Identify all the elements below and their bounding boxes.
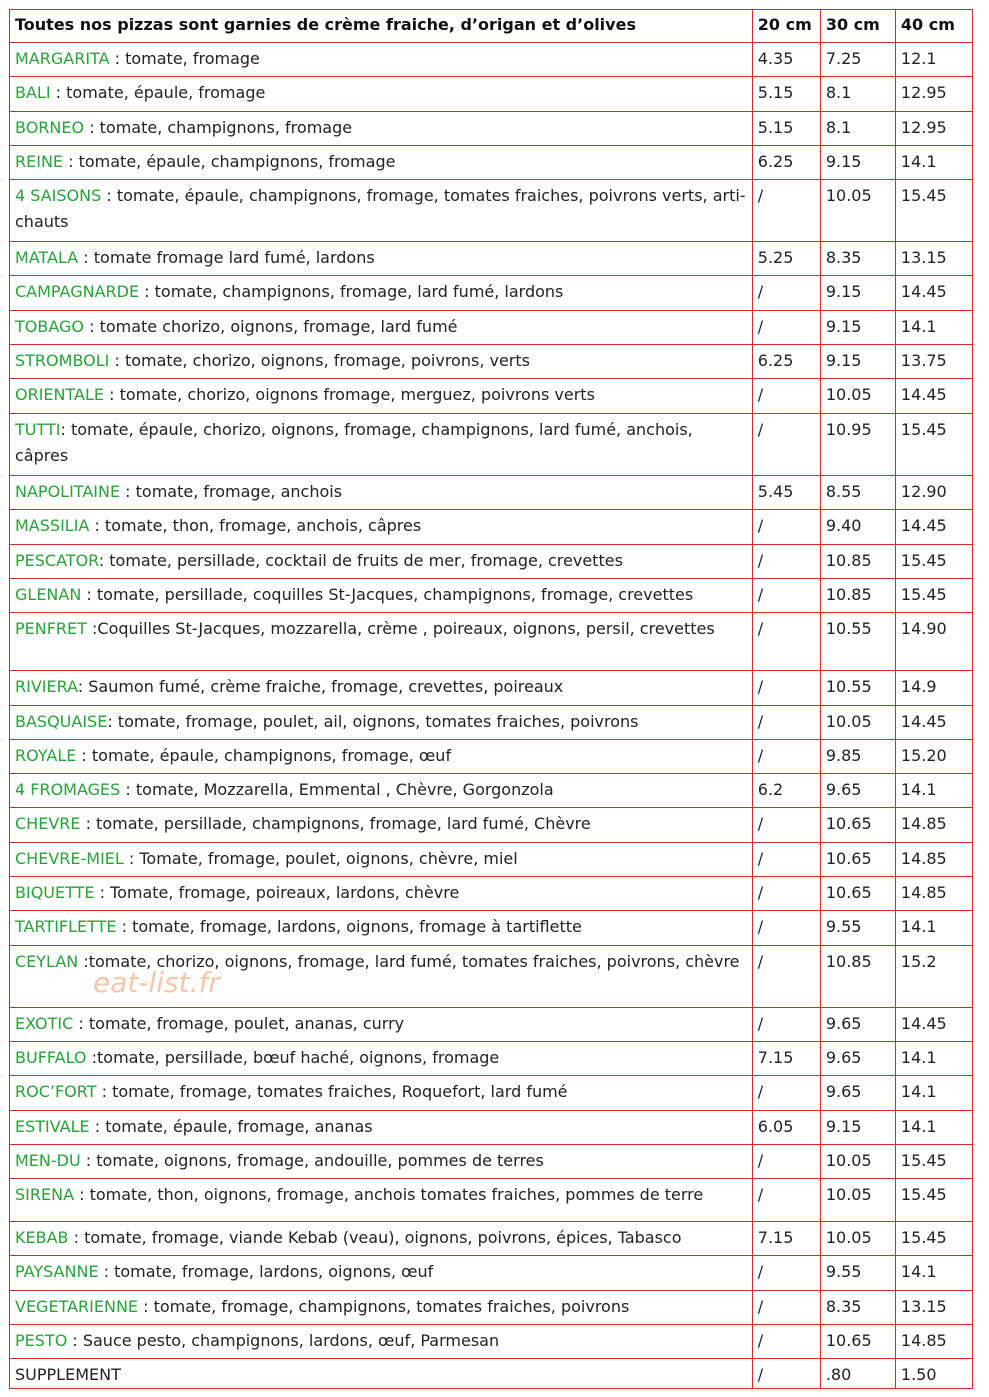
price-20cm: /: [752, 843, 820, 877]
pizza-ingredients: tomate, fromage: [125, 49, 260, 68]
table-row: [10, 843, 973, 877]
price-40cm: 15.2: [895, 946, 972, 1008]
price-20cm: /: [752, 276, 820, 311]
separator: :: [86, 1048, 97, 1067]
table-row: [10, 774, 973, 808]
pizza-ingredients: tomate, fromage, poulet, ananas, curry: [88, 1014, 405, 1033]
price-30cm: 9.65: [820, 1042, 895, 1076]
pizza-ingredients: tomate, fromage, champignons, tomates fraiches, poivrons: [153, 1297, 630, 1316]
price-30cm: 10.95: [820, 414, 895, 476]
price-40cm: 14.1: [895, 146, 972, 180]
pizza-ingredients: Tomate, fromage, poireaux, lardons, chèvre: [110, 883, 460, 902]
pizza-name: TARTIFLETTE: [15, 917, 117, 936]
price-30cm: 10.65: [820, 1325, 895, 1359]
pizza-name: PESCATOR: [15, 551, 99, 570]
pizza-ingredients: tomate, fromage, tomates fraiches, Roquefort, lard fumé: [112, 1082, 568, 1101]
price-20cm: /: [752, 510, 820, 545]
pizza-name: GLENAN: [15, 585, 82, 604]
size-40-header: 40 cm: [895, 10, 972, 43]
price-30cm: 9.85: [820, 740, 895, 774]
header-row: [10, 10, 973, 43]
price-30cm: 10.85: [820, 579, 895, 613]
price-40cm: 15.20: [895, 740, 972, 774]
separator: :: [109, 49, 126, 68]
pizza-description-cell: [10, 1222, 753, 1256]
table-row: [10, 276, 973, 311]
table-row: [10, 1291, 973, 1325]
price-20cm: /: [752, 1256, 820, 1291]
pizza-ingredients: Saumon fumé, crème fraiche, fromage, crevettes, poireaux: [88, 677, 564, 696]
pizza-ingredients: tomate, épaule, fromage: [66, 83, 266, 102]
price-20cm: /: [752, 671, 820, 706]
pizza-description-cell: [10, 843, 753, 877]
pizza-name: MEN-DU: [15, 1151, 81, 1170]
pizza-menu-table: [9, 9, 973, 1389]
price-20cm: /: [752, 1325, 820, 1359]
price-30cm: 9.65: [820, 1008, 895, 1042]
pizza-ingredients: tomate, champignons, fromage: [99, 118, 353, 137]
pizza-ingredients: tomate, Mozzarella, Emmental , Chèvre, Gorgonzola: [135, 780, 554, 799]
table-row: [10, 311, 973, 345]
table-row: [10, 180, 973, 242]
price-40cm: 14.85: [895, 877, 972, 911]
pizza-description-cell: [10, 379, 753, 414]
table-row: [10, 706, 973, 740]
price-40cm: 14.9: [895, 671, 972, 706]
price-20cm: /: [752, 545, 820, 579]
pizza-description-cell: [10, 112, 753, 146]
pizza-name: SIRENA: [15, 1185, 75, 1204]
table-row: [10, 476, 973, 510]
price-40cm: 12.95: [895, 112, 972, 146]
pizza-ingredients: tomate, thon, oignons, fromage, anchois tomates fraiches, pommes de terre: [89, 1185, 704, 1204]
separator: :: [139, 282, 155, 301]
separator: :: [80, 814, 97, 833]
price-30cm: 8.55: [820, 476, 895, 510]
pizza-ingredients: tomate, thon, fromage, anchois, câpres: [104, 516, 422, 535]
price-40cm: 14.85: [895, 843, 972, 877]
table-row: [10, 345, 973, 379]
price-30cm: 9.55: [820, 911, 895, 946]
pizza-description-cell: [10, 1179, 753, 1222]
table-row: [10, 43, 973, 77]
pizza-description-cell: [10, 1042, 753, 1076]
price-40cm: 14.45: [895, 276, 972, 311]
price-30cm: 10.65: [820, 843, 895, 877]
table-row: [10, 1111, 973, 1145]
pizza-name: BALI: [15, 83, 51, 102]
price-40cm: 14.90: [895, 613, 972, 671]
price-30cm: 8.1: [820, 112, 895, 146]
price-30cm: 10.05: [820, 1179, 895, 1222]
price-20cm: /: [752, 414, 820, 476]
price-20cm: /: [752, 1291, 820, 1325]
separator: :: [77, 677, 89, 696]
price-30cm: 10.55: [820, 671, 895, 706]
pizza-description-cell: [10, 946, 753, 1008]
table-row: [10, 1076, 973, 1111]
price-30cm: 9.15: [820, 345, 895, 379]
pizza-name: BORNEO: [15, 118, 85, 137]
price-20cm: /: [752, 808, 820, 843]
price-30cm: 10.65: [820, 877, 895, 911]
pizza-ingredients: tomate, persillade, coquilles St-Jacques, champignons, fromage, crevettes: [96, 585, 694, 604]
price-40cm: 12.90: [895, 476, 972, 510]
price-40cm: 15.45: [895, 545, 972, 579]
table-row: [10, 112, 973, 146]
pizza-ingredients: tomate, chorizo, oignons fromage, merguez, poivrons verts: [119, 385, 595, 404]
pizza-description-cell: [10, 1256, 753, 1291]
price-20cm: 5.15: [752, 112, 820, 146]
table-row: [10, 1145, 973, 1179]
pizza-description-cell: [10, 1325, 753, 1359]
separator: :: [84, 118, 100, 137]
price-30cm: 9.15: [820, 146, 895, 180]
price-40cm: 14.1: [895, 1256, 972, 1291]
pizza-ingredients: tomate, épaule, champignons, fromage: [78, 152, 396, 171]
pizza-ingredients: tomate, persillade, bœuf haché, oignons, fromage: [97, 1048, 500, 1067]
price-30cm: 8.35: [820, 1291, 895, 1325]
separator: :: [104, 385, 120, 404]
table-row: [10, 946, 973, 1008]
pizza-ingredients: tomate, oignons, fromage, andouille, pommes de terres: [96, 1151, 544, 1170]
pizza-name: ROYALE: [15, 746, 77, 765]
price-40cm: 14.1: [895, 311, 972, 345]
table-row: [10, 1256, 973, 1291]
separator: :: [89, 516, 105, 535]
price-20cm: /: [752, 1179, 820, 1222]
price-40cm: 15.45: [895, 1222, 972, 1256]
pizza-ingredients: Sauce pesto, champignons, lardons, œuf, Parmesan: [82, 1331, 500, 1350]
pizza-description-cell: [10, 545, 753, 579]
pizza-description-cell: [10, 774, 753, 808]
table-row: [10, 671, 973, 706]
table-row: [10, 808, 973, 843]
price-40cm: 13.75: [895, 345, 972, 379]
price-40cm: 12.95: [895, 77, 972, 112]
separator: :: [98, 551, 110, 570]
pizza-name: TUTTI: [15, 420, 61, 439]
price-20cm: /: [752, 1008, 820, 1042]
pizza-description-cell: [10, 242, 753, 276]
pizza-name: MASSILIA: [15, 516, 90, 535]
pizza-name: CHEVRE: [15, 814, 81, 833]
pizza-description-cell: [10, 613, 753, 671]
pizza-name: CAMPAGNARDE: [15, 282, 140, 301]
pizza-description-cell: [10, 77, 753, 112]
table-row: [10, 1325, 973, 1359]
price-30cm: 9.15: [820, 1111, 895, 1145]
price-20cm: /: [752, 706, 820, 740]
supplement-label: SUPPLEMENT: [10, 1359, 753, 1389]
supplement-price-40: 1.50: [895, 1359, 972, 1389]
separator: :: [96, 1082, 113, 1101]
pizza-description-cell: [10, 180, 753, 242]
pizza-description-cell: [10, 579, 753, 613]
separator: :: [89, 1117, 106, 1136]
pizza-ingredients: tomate, fromage, lardons, oignons, fromage à tartiflette: [132, 917, 582, 936]
separator: :: [68, 1228, 85, 1247]
pizza-name: STROMBOLI: [15, 351, 110, 370]
price-20cm: 5.15: [752, 77, 820, 112]
price-40cm: 15.45: [895, 180, 972, 242]
table-row: [10, 414, 973, 476]
pizza-description-cell: [10, 276, 753, 311]
price-40cm: 14.45: [895, 1008, 972, 1042]
table-row: [10, 579, 973, 613]
pizza-description-cell: [10, 510, 753, 545]
pizza-name: VEGETARIENNE: [15, 1297, 139, 1316]
table-row: [10, 77, 973, 112]
price-40cm: 14.1: [895, 1042, 972, 1076]
pizza-name: REINE: [15, 152, 64, 171]
separator: :: [101, 186, 117, 205]
pizza-name: MATALA: [15, 248, 79, 267]
pizza-description-cell: [10, 1008, 753, 1042]
pizza-name: ROC’FORT: [15, 1082, 97, 1101]
table-row: [10, 877, 973, 911]
pizza-name: MARGARITA: [15, 49, 110, 68]
price-20cm: /: [752, 946, 820, 1008]
pizza-name: 4 FROMAGES: [15, 780, 121, 799]
price-20cm: /: [752, 877, 820, 911]
pizza-name: PENFRET: [15, 619, 87, 638]
pizza-description-cell: [10, 740, 753, 774]
price-30cm: 8.1: [820, 77, 895, 112]
pizza-name: BUFFALO: [15, 1048, 87, 1067]
price-30cm: 10.05: [820, 379, 895, 414]
price-40cm: 13.15: [895, 242, 972, 276]
price-30cm: 10.85: [820, 946, 895, 1008]
table-row: [10, 911, 973, 946]
price-30cm: 10.55: [820, 613, 895, 671]
separator: :: [84, 317, 100, 336]
table-row: [10, 613, 973, 671]
price-30cm: 10.05: [820, 180, 895, 242]
price-20cm: /: [752, 1145, 820, 1179]
pizza-description-cell: [10, 146, 753, 180]
separator: :: [86, 619, 98, 638]
price-30cm: 9.40: [820, 510, 895, 545]
pizza-name: ORIENTALE: [15, 385, 105, 404]
price-30cm: 9.15: [820, 276, 895, 311]
pizza-ingredients: tomate, fromage, lardons, oignons, œuf: [114, 1262, 434, 1281]
pizza-ingredients: tomate, champignons, fromage, lard fumé, lardons: [154, 282, 564, 301]
pizza-ingredients: tomate, épaule, fromage, ananas: [105, 1117, 373, 1136]
separator: :: [123, 849, 140, 868]
price-20cm: /: [752, 311, 820, 345]
separator: :: [67, 1331, 83, 1350]
pizza-ingredients: Coquilles St-Jacques, mozzarella, crème , poireaux, oignons, persil, crevettes: [97, 619, 715, 638]
pizza-description-cell: [10, 1145, 753, 1179]
pizza-name: PAYSANNE: [15, 1262, 99, 1281]
price-20cm: 5.25: [752, 242, 820, 276]
price-40cm: 14.85: [895, 1325, 972, 1359]
price-30cm: 10.65: [820, 808, 895, 843]
pizza-description-cell: [10, 43, 753, 77]
pizza-description-cell: [10, 311, 753, 345]
price-40cm: 14.45: [895, 510, 972, 545]
pizza-description-cell: [10, 476, 753, 510]
price-40cm: 12.1: [895, 43, 972, 77]
price-30cm: 10.05: [820, 1222, 895, 1256]
price-20cm: 6.25: [752, 146, 820, 180]
price-20cm: 6.25: [752, 345, 820, 379]
price-40cm: 14.1: [895, 911, 972, 946]
pizza-name: KEBAB: [15, 1228, 69, 1247]
price-40cm: 15.45: [895, 1145, 972, 1179]
pizza-name: TOBAGO: [15, 317, 84, 336]
separator: :: [138, 1297, 154, 1316]
table-row: [10, 545, 973, 579]
separator: :: [50, 83, 67, 102]
price-20cm: /: [752, 613, 820, 671]
pizza-ingredients: tomate, chorizo, oignons, fromage, poivrons, verts: [124, 351, 530, 370]
price-40cm: 14.85: [895, 808, 972, 843]
separator: :: [98, 1262, 115, 1281]
price-20cm: /: [752, 1076, 820, 1111]
pizza-description-cell: [10, 414, 753, 476]
supplement-price-20: /: [752, 1359, 820, 1389]
pizza-description-cell: [10, 911, 753, 946]
pizza-name: ESTIVALE: [15, 1117, 90, 1136]
pizza-ingredients: tomate fromage lard fumé, lardons: [93, 248, 375, 267]
table-row: [10, 1042, 973, 1076]
price-30cm: 9.65: [820, 1076, 895, 1111]
price-40cm: 14.1: [895, 774, 972, 808]
pizza-ingredients: tomate, épaule, champignons, fromage, tomates fraiches, poivrons verts, arti-chauts: [15, 186, 746, 231]
table-row: [10, 242, 973, 276]
price-20cm: /: [752, 379, 820, 414]
separator: :: [78, 248, 94, 267]
pizza-ingredients: tomate, épaule, champignons, fromage, œuf: [91, 746, 452, 765]
price-20cm: /: [752, 180, 820, 242]
price-20cm: 7.15: [752, 1042, 820, 1076]
price-40cm: 14.1: [895, 1111, 972, 1145]
size-30-header: 30 cm: [820, 10, 895, 43]
price-40cm: 15.45: [895, 414, 972, 476]
price-20cm: /: [752, 579, 820, 613]
table-row: [10, 510, 973, 545]
separator: :: [76, 746, 92, 765]
table-row: [10, 1222, 973, 1256]
separator: :: [63, 152, 79, 171]
price-20cm: 6.05: [752, 1111, 820, 1145]
pizza-ingredients: tomate, persillade, cocktail de fruits de mer, fromage, crevettes: [109, 551, 623, 570]
separator: :: [109, 351, 125, 370]
price-30cm: 7.25: [820, 43, 895, 77]
supplement-row: [10, 1359, 973, 1389]
price-20cm: /: [752, 911, 820, 946]
pizza-name: NAPOLITAINE: [15, 482, 121, 501]
separator: :: [107, 712, 118, 731]
pizza-name: RIVIERA: [15, 677, 78, 696]
price-30cm: 10.05: [820, 1145, 895, 1179]
price-30cm: 9.15: [820, 311, 895, 345]
price-30cm: 9.65: [820, 774, 895, 808]
price-40cm: 15.45: [895, 1179, 972, 1222]
pizza-ingredients: tomate, fromage, viande Kebab (veau), oignons, poivrons, épices, Tabasco: [84, 1228, 682, 1247]
pizza-ingredients: tomate, chorizo, oignons, fromage, lard fumé, tomates fraiches, poivrons, chèvre: [88, 952, 740, 971]
supplement-price-30: .80: [820, 1359, 895, 1389]
pizza-ingredients: Tomate, fromage, poulet, oignons, chèvre, miel: [139, 849, 518, 868]
price-40cm: 14.45: [895, 379, 972, 414]
price-20cm: 4.35: [752, 43, 820, 77]
separator: :: [120, 780, 136, 799]
separator: :: [78, 952, 89, 971]
pizza-name: BASQUAISE: [15, 712, 108, 731]
pizza-name: BIQUETTE: [15, 883, 95, 902]
price-20cm: 7.15: [752, 1222, 820, 1256]
price-30cm: 10.05: [820, 706, 895, 740]
price-30cm: 10.85: [820, 545, 895, 579]
table-row: [10, 1008, 973, 1042]
pizza-description-cell: [10, 877, 753, 911]
table-row: [10, 146, 973, 180]
pizza-description-cell: [10, 671, 753, 706]
size-20-header: 20 cm: [752, 10, 820, 43]
price-20cm: 5.45: [752, 476, 820, 510]
menu-title: Toutes nos pizzas sont garnies de crème fraiche, d’origan et d’olives: [10, 10, 753, 43]
price-30cm: 9.55: [820, 1256, 895, 1291]
price-40cm: 14.1: [895, 1076, 972, 1111]
pizza-description-cell: [10, 1076, 753, 1111]
price-40cm: 15.45: [895, 579, 972, 613]
pizza-name: CHEVRE-MIEL: [15, 849, 124, 868]
pizza-description-cell: [10, 345, 753, 379]
watermark: eat-list.fr: [93, 966, 220, 999]
pizza-list: [10, 43, 973, 1359]
separator: :: [116, 917, 133, 936]
pizza-name: EXOTIC: [15, 1014, 74, 1033]
table-row: [10, 1179, 973, 1222]
price-40cm: 13.15: [895, 1291, 972, 1325]
price-40cm: 14.45: [895, 706, 972, 740]
separator: :: [81, 585, 97, 604]
separator: :: [120, 482, 136, 501]
separator: :: [94, 883, 111, 902]
pizza-name: 4 SAISONS: [15, 186, 102, 205]
table-row: [10, 740, 973, 774]
separator: :: [80, 1151, 97, 1170]
pizza-ingredients: tomate chorizo, oignons, fromage, lard fumé: [99, 317, 458, 336]
price-20cm: 6.2: [752, 774, 820, 808]
pizza-ingredients: tomate, fromage, poulet, ail, oignons, tomates fraiches, poivrons: [117, 712, 639, 731]
pizza-description-cell: [10, 808, 753, 843]
price-20cm: /: [752, 740, 820, 774]
separator: :: [74, 1185, 90, 1204]
separator: :: [60, 420, 71, 439]
separator: :: [73, 1014, 89, 1033]
pizza-name: PESTO: [15, 1331, 68, 1350]
pizza-name: CEYLAN: [15, 952, 79, 971]
price-30cm: 8.35: [820, 242, 895, 276]
pizza-ingredients: tomate, épaule, chorizo, oignons, fromage, champignons, lard fumé, anchois, câpres: [15, 420, 693, 465]
pizza-description-cell: [10, 1111, 753, 1145]
pizza-ingredients: tomate, persillade, champignons, fromage, lard fumé, Chèvre: [96, 814, 591, 833]
pizza-description-cell: [10, 706, 753, 740]
table-row: [10, 379, 973, 414]
pizza-description-cell: [10, 1291, 753, 1325]
pizza-ingredients: tomate, fromage, anchois: [135, 482, 343, 501]
